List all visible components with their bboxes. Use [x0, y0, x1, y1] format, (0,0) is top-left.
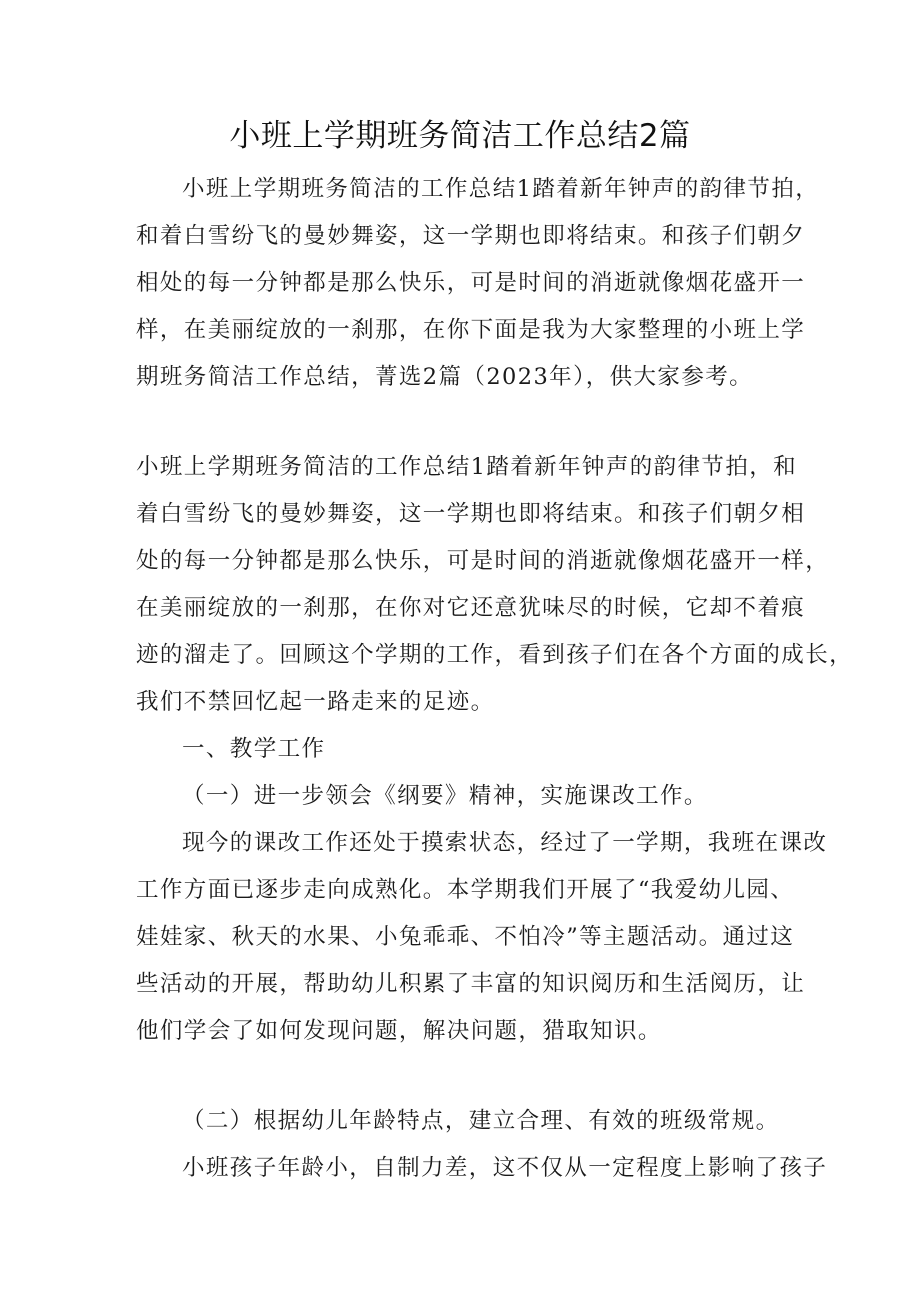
intro-line: 样，在美丽绽放的一刹那，在你下面是我为大家整理的小班上学: [136, 317, 806, 343]
body-line: 迹的溜走了。回顾这个学期的工作，看到孩子们在各个方面的成长，: [136, 642, 854, 668]
body-line: 着白雪纷飞的曼妙舞姿，这一学期也即将结束。和孩子们朝夕相: [136, 501, 806, 527]
section-heading: 一、教学工作: [182, 736, 326, 762]
body-line: 我们不禁回忆起一路走来的足迹。: [136, 689, 495, 715]
document-title: 小班上学期班务简洁工作总结2篇: [229, 118, 691, 154]
intro-line: 小班上学期班务简洁的工作总结1踏着新年钟声的韵律节拍，: [182, 176, 820, 202]
body-line: 处的每一分钟都是那么快乐，可是时间的消逝就像烟花盛开一样，: [136, 548, 830, 574]
intro-line: 相处的每一分钟都是那么快乐，可是时间的消逝就像烟花盛开一: [136, 270, 806, 296]
paragraph-line: 工作方面已逐步走向成熟化。本学期我们开展了“我爱幼儿园、: [136, 877, 795, 903]
paragraph-line: 现今的课改工作还处于摸索状态，经过了一学期，我班在课改: [182, 830, 828, 856]
body-line: 在美丽绽放的一刹那，在你对它还意犹味尽的时候，它却不着痕: [136, 595, 806, 621]
paragraph-line: 娃娃家、秋天的水果、小兔乖乖、不怕冷”等主题活动。通过这: [136, 924, 795, 950]
paragraph-line: 小班孩子年龄小，自制力差，这不仅从一定程度上影响了孩子: [182, 1155, 828, 1181]
subheading: （二）根据幼儿年龄特点，建立合理、有效的班级常规。: [182, 1108, 780, 1134]
intro-line: 期班务简洁工作总结，菁选2篇（2023年），供大家参考。: [136, 364, 754, 390]
body-line: 小班上学期班务简洁的工作总结1踏着新年钟声的韵律节拍，和: [136, 454, 798, 480]
paragraph-line: 些活动的开展，帮助幼儿积累了丰富的知识阅历和生活阅历，让: [136, 971, 806, 997]
subheading: （一）进一步领会《纲要》精神，实施课改工作。: [182, 783, 708, 809]
intro-line: 和着白雪纷飞的曼妙舞姿，这一学期也即将结束。和孩子们朝夕: [136, 223, 806, 249]
paragraph-line: 他们学会了如何发现问题，解决问题，猎取知识。: [136, 1018, 662, 1044]
